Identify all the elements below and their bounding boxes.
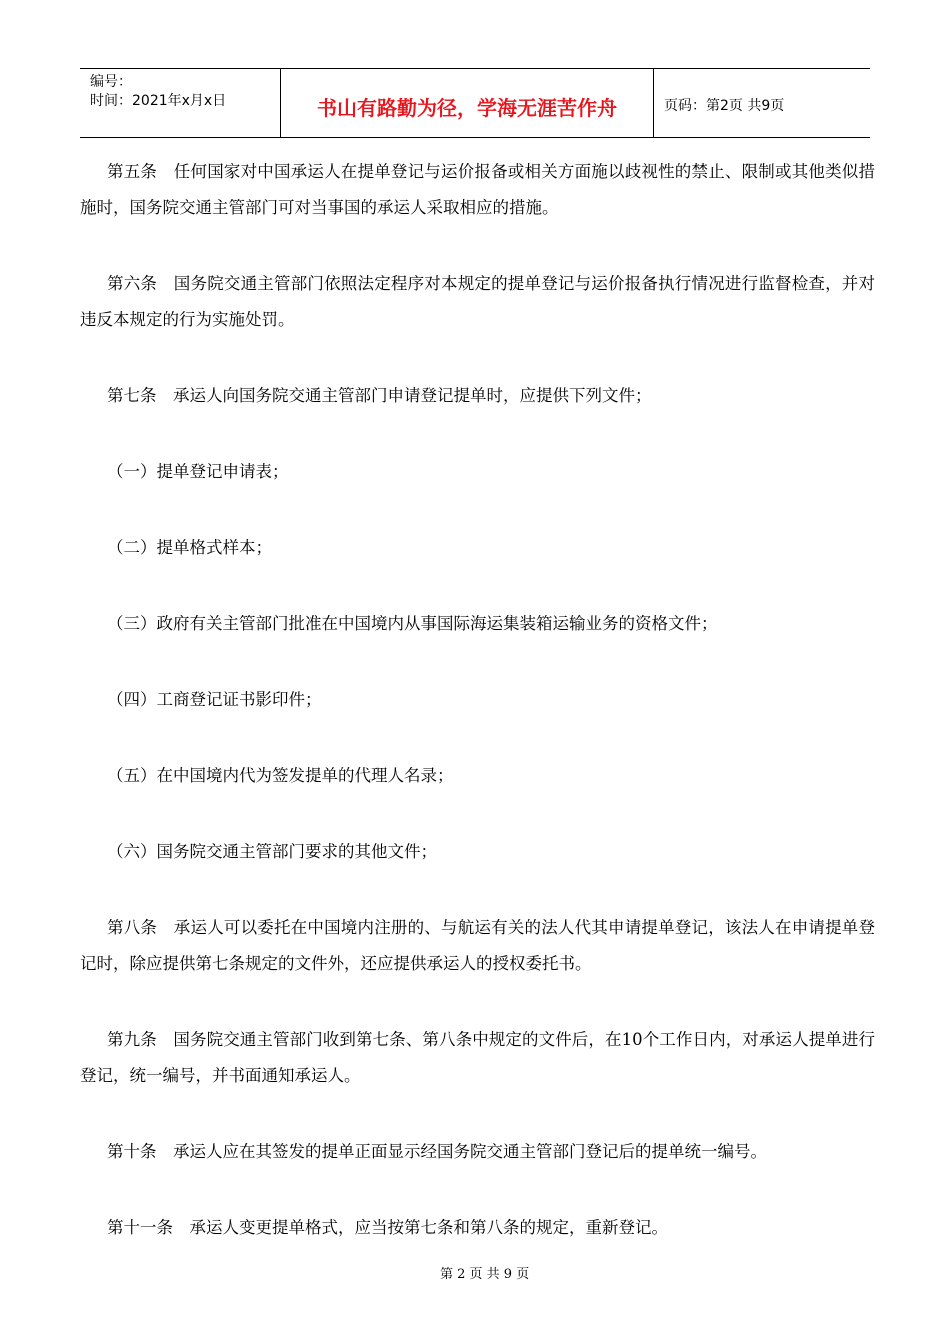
article-7-item-1: （一）提单登记申请表； xyxy=(107,462,289,481)
article-6: 第六条 国务院交通主管部门依照法定程序对本规定的提单登记与运价报备执行情况进行监督检查，并对违反本规定的行为实施处罚。 xyxy=(80,274,875,329)
date-label: 时间：2021年x月x日 xyxy=(90,93,227,109)
header-motto: 书山有路勤为径，学海无涯苦作舟 xyxy=(281,69,654,137)
number-label: 编号： xyxy=(90,74,132,90)
page-footer: 第 2 页 共 9 页 xyxy=(440,1267,530,1282)
header-meta xyxy=(80,69,281,137)
article-11: 第十一条 承运人变更提单格式，应当按第七条和第八条的规定，重新登记。 xyxy=(107,1218,668,1237)
article-7-item-6: （六）国务院交通主管部门要求的其他文件； xyxy=(107,842,437,861)
article-10: 第十条 承运人应在其签发的提单正面显示经国务院交通主管部门登记后的提单统一编号。 xyxy=(107,1142,767,1161)
article-7-item-2: （二）提单格式样本； xyxy=(107,538,272,557)
article-7: 第七条 承运人向国务院交通主管部门申请登记提单时，应提供下列文件； xyxy=(107,386,652,405)
document-body xyxy=(80,154,875,1246)
document-header xyxy=(80,68,870,138)
article-5: 第五条 任何国家对中国承运人在提单登记与运价报备或相关方面施以歧视性的禁止、限制或其他类似措施时，国务院交通主管部门可对当事国的承运人采取相应的措施。 xyxy=(80,162,875,217)
article-8: 第八条 承运人可以委托在中国境内注册的、与航运有关的法人代其申请提单登记，该法人在申请提单登记时，除应提供第七条规定的文件外，还应提供承运人的授权委托书。 xyxy=(80,918,875,973)
header-page-info: 页码：第2页 共9页 xyxy=(664,98,785,114)
article-7-item-3: （三）政府有关主管部门批准在中国境内从事国际海运集装箱运输业务的资格文件； xyxy=(107,614,718,633)
article-7-item-5: （五）在中国境内代为签发提单的代理人名录； xyxy=(107,766,454,785)
article-9: 第九条 国务院交通主管部门收到第七条、第八条中规定的文件后，在10个工作日内，对承运人提单进行登记，统一编号，并书面通知承运人。 xyxy=(80,1030,875,1085)
article-7-item-4: （四）工商登记证书影印件； xyxy=(107,690,322,709)
